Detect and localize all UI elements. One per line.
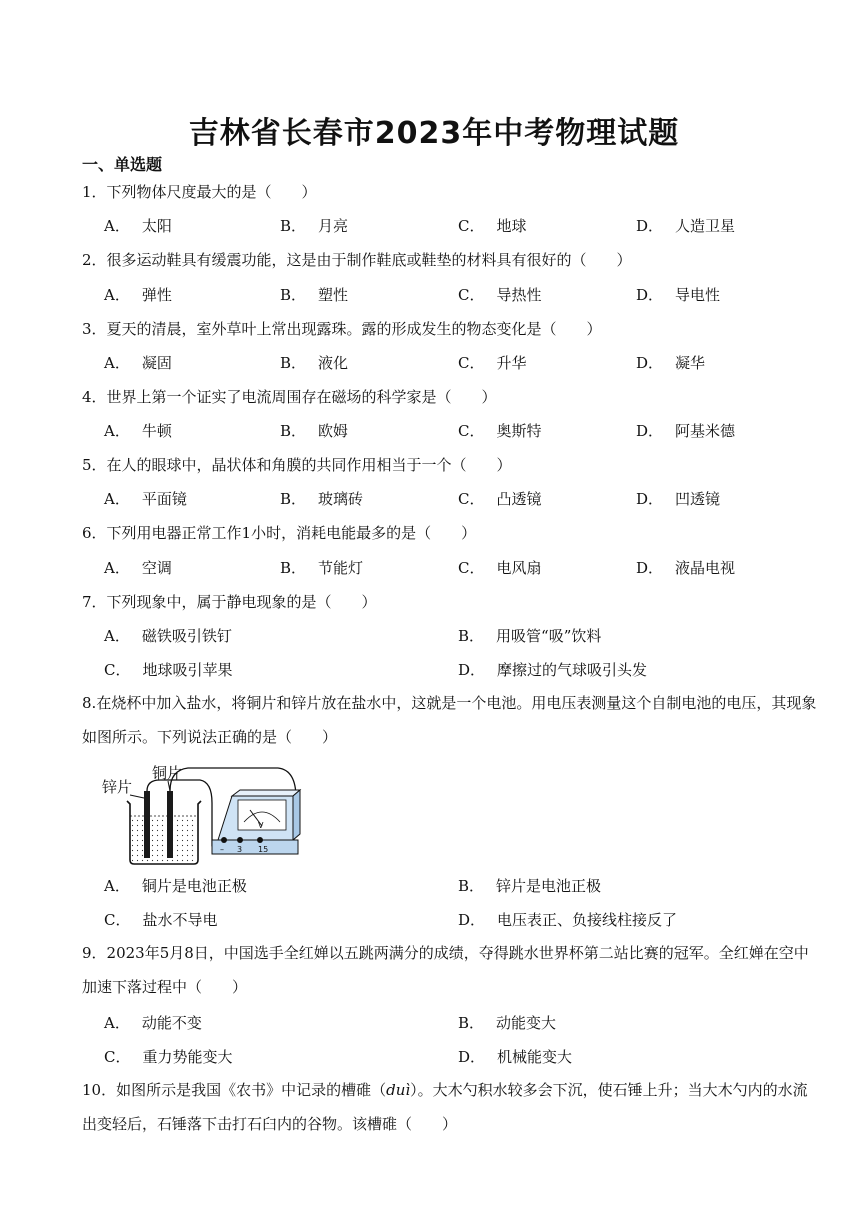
terminal-minus — [221, 837, 227, 843]
meter-unit: V — [258, 821, 264, 830]
q3-option-c[interactable]: C． 升华 — [458, 354, 527, 372]
terminal-3-label: 3 — [237, 845, 243, 854]
terminal-3 — [237, 837, 243, 843]
q4-option-d[interactable]: D． 阿基米德 — [636, 422, 736, 440]
q1-option-d[interactable]: D． 人造卫星 — [636, 217, 736, 235]
q3-option-a[interactable]: A． 凝固 — [104, 354, 172, 372]
battery-voltmeter-figure — [100, 758, 305, 868]
q8-option-b[interactable]: B． 锌片是电池正极 — [458, 877, 602, 895]
section-heading: 一、单选题 — [82, 155, 163, 174]
terminal-15 — [257, 837, 263, 843]
q5-option-a[interactable]: A． 平面镜 — [104, 490, 187, 508]
question-3: 3．夏天的清晨，室外草叶上常出现露珠。露的形成发生的物态变化是（ ） — [82, 320, 602, 338]
zinc-pointer — [130, 795, 144, 798]
q7-option-c[interactable]: C． 地球吸引苹果 — [104, 661, 233, 679]
terminal-minus-label: – — [220, 845, 224, 854]
q8-option-d[interactable]: D． 电压表正、负接线柱接反了 — [458, 911, 678, 929]
q6-option-a[interactable]: A． 空调 — [104, 559, 172, 577]
question-8: 8.在烧杯中加入盐水，将铜片和锌片放在盐水中，这就是一个电池。用电压表测量这个自制电池的电压，其现象如图所示。下列说法正确的是（ ） — [82, 694, 817, 746]
q9-option-b[interactable]: B． 动能变大 — [458, 1014, 557, 1032]
question-9: 9．2023年5月8日，中国选手全红婵以五跳两满分的成绩，夺得跳水世界杯第二站比赛的冠军。全红婵在空中加速下落过程中（ ） — [82, 944, 809, 996]
q5-option-c[interactable]: C． 凸透镜 — [458, 490, 542, 508]
question-10: 10．如图所示是我国《农书》中记录的槽碓（duì）。大木勺积水较多会下沉，使石锤上升；当大木勺内的水流出变轻后，石锤落下击打石臼内的谷物。该槽碓（ ） — [82, 1081, 808, 1133]
q3-option-b[interactable]: B． 液化 — [280, 354, 349, 372]
q7-option-d[interactable]: D． 摩擦过的气球吸引头发 — [458, 661, 648, 679]
q9-option-c[interactable]: C． 重力势能变大 — [104, 1048, 233, 1066]
q2-option-c[interactable]: C． 导热性 — [458, 286, 542, 304]
q2-option-d[interactable]: D． 导电性 — [636, 286, 721, 304]
q5-option-d[interactable]: D． 凹透镜 — [636, 490, 721, 508]
q6-option-b[interactable]: B． 节能灯 — [280, 559, 364, 577]
q4-option-b[interactable]: B． 欧姆 — [280, 422, 349, 440]
page-title: 吉林省长春市2023年中考物理试题 — [188, 116, 680, 151]
q2-option-b[interactable]: B． 塑性 — [280, 286, 349, 304]
q9-option-d[interactable]: D． 机械能变大 — [458, 1048, 573, 1066]
q1-option-a[interactable]: A． 太阳 — [104, 217, 172, 235]
q1-option-c[interactable]: C． 地球 — [458, 217, 527, 235]
zinc-label: 锌片 — [102, 778, 133, 796]
question-5: 5．在人的眼球中，晶状体和角膜的共同作用相当于一个（ ） — [82, 456, 512, 474]
beaker — [127, 801, 201, 864]
question-7: 7．下列现象中，属于静电现象的是（ ） — [82, 593, 377, 611]
q1-option-b[interactable]: B． 月亮 — [280, 217, 349, 235]
question-1: 1．下列物体尺度最大的是（ ） — [82, 183, 317, 201]
question-4: 4．世界上第一个证实了电流周围存在磁场的科学家是（ ） — [82, 388, 497, 406]
q8-option-a[interactable]: A． 铜片是电池正极 — [104, 877, 247, 895]
q7-option-a[interactable]: A． 磁铁吸引铁钉 — [104, 627, 232, 645]
q6-option-d[interactable]: D． 液晶电视 — [636, 559, 736, 577]
q9-option-a[interactable]: A． 动能不变 — [104, 1014, 202, 1032]
q2-option-a[interactable]: A． 弹性 — [104, 286, 172, 304]
copper-electrode — [167, 791, 173, 858]
question-6: 6．下列用电器正常工作1小时，消耗电能最多的是（ ） — [82, 524, 477, 542]
q4-option-a[interactable]: A． 牛顿 — [104, 422, 172, 440]
q7-option-b[interactable]: B． 用吸管“吸”饮料 — [458, 627, 602, 645]
zinc-electrode — [144, 791, 150, 858]
q6-option-c[interactable]: C． 电风扇 — [458, 559, 542, 577]
q3-option-d[interactable]: D． 凝华 — [636, 354, 706, 372]
copper-label: 铜片 — [152, 764, 183, 782]
q8-option-c[interactable]: C． 盐水不导电 — [104, 911, 218, 929]
q4-option-c[interactable]: C． 奥斯特 — [458, 422, 542, 440]
question-2: 2．很多运动鞋具有缓震功能，这是由于制作鞋底或鞋垫的材料具有很好的（ ） — [82, 251, 632, 269]
terminal-15-label: 15 — [258, 845, 269, 854]
q5-option-b[interactable]: B． 玻璃砖 — [280, 490, 364, 508]
voltmeter — [212, 790, 300, 854]
